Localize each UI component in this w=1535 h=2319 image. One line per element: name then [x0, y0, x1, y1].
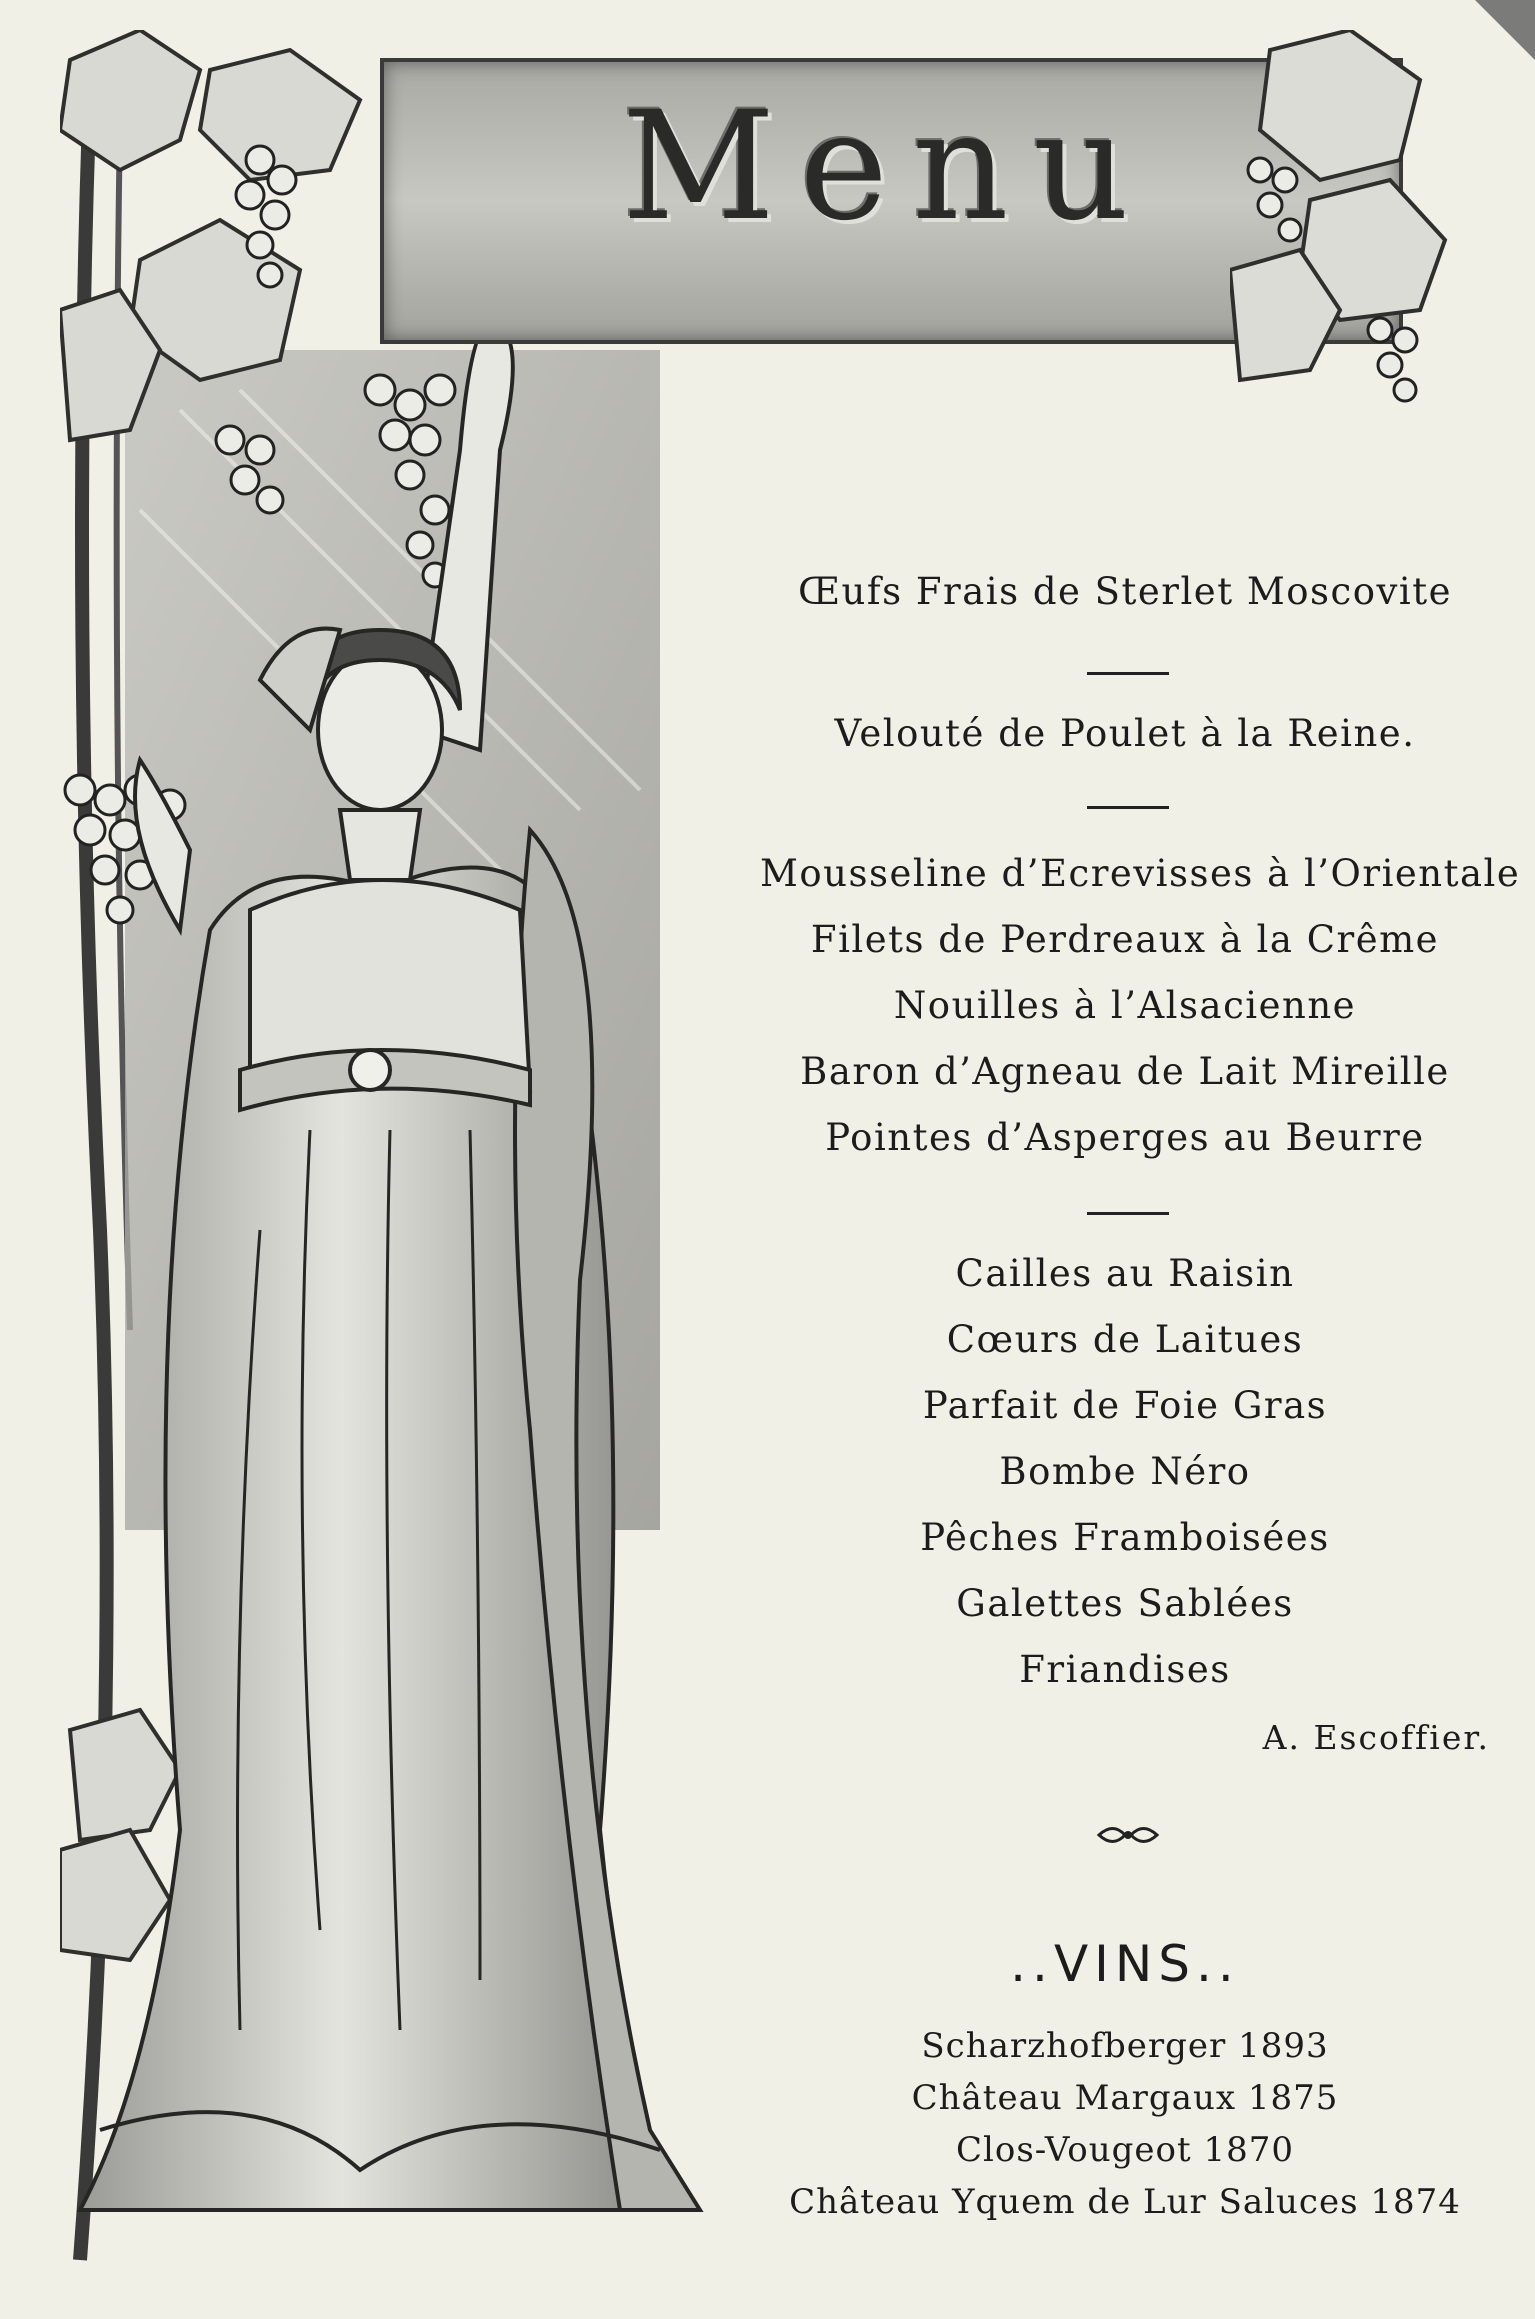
- course-divider: [1087, 672, 1169, 675]
- dish-item: Velouté de Poulet à la Reine.: [834, 712, 1416, 755]
- dish-item: Parfait de Foie Gras: [922, 1384, 1328, 1427]
- scan-corner: [1475, 0, 1535, 60]
- menu-title: Menu: [621, 80, 1154, 254]
- dish-item: Bombe Néro: [999, 1450, 1251, 1493]
- dish-item: Mousseline d’Ecrevisses à l’Orientale: [760, 852, 1521, 895]
- dish-item: Baron d’Agneau de Lait Mireille: [800, 1050, 1450, 1093]
- wine-item: Château Yquem de Lur Saluces 1874: [789, 2182, 1461, 2222]
- wine-item: Clos-Vougeot 1870: [956, 2130, 1294, 2170]
- chef-signature: A. Escoffier.: [1262, 1718, 1490, 1757]
- wines-heading: ..VINS..: [1010, 1935, 1240, 1993]
- course-divider: [1087, 806, 1169, 809]
- dish-item: Pointes d’Asperges au Beurre: [825, 1116, 1425, 1159]
- dish-item: Filets de Perdreaux à la Crême: [810, 918, 1440, 961]
- dish-item: Pêches Framboisées: [920, 1516, 1330, 1559]
- dish-item: Œufs Frais de Sterlet Moscovite: [797, 570, 1452, 613]
- dish-item: Cailles au Raisin: [955, 1252, 1295, 1295]
- dish-item: Nouilles à l’Alsacienne: [893, 984, 1357, 1027]
- course-divider: [1087, 1212, 1169, 1215]
- wine-item: Scharzhofberger 1893: [921, 2026, 1329, 2066]
- woman-with-grapes-illustration: [60, 30, 710, 2290]
- dish-item: Cœurs de Laitues: [946, 1318, 1304, 1361]
- dish-item: Galettes Sablées: [956, 1582, 1294, 1625]
- wine-item: Château Margaux 1875: [911, 2078, 1339, 2118]
- dish-item: Friandises: [1019, 1648, 1231, 1691]
- fleuron-ornament-icon: [1095, 1818, 1161, 1852]
